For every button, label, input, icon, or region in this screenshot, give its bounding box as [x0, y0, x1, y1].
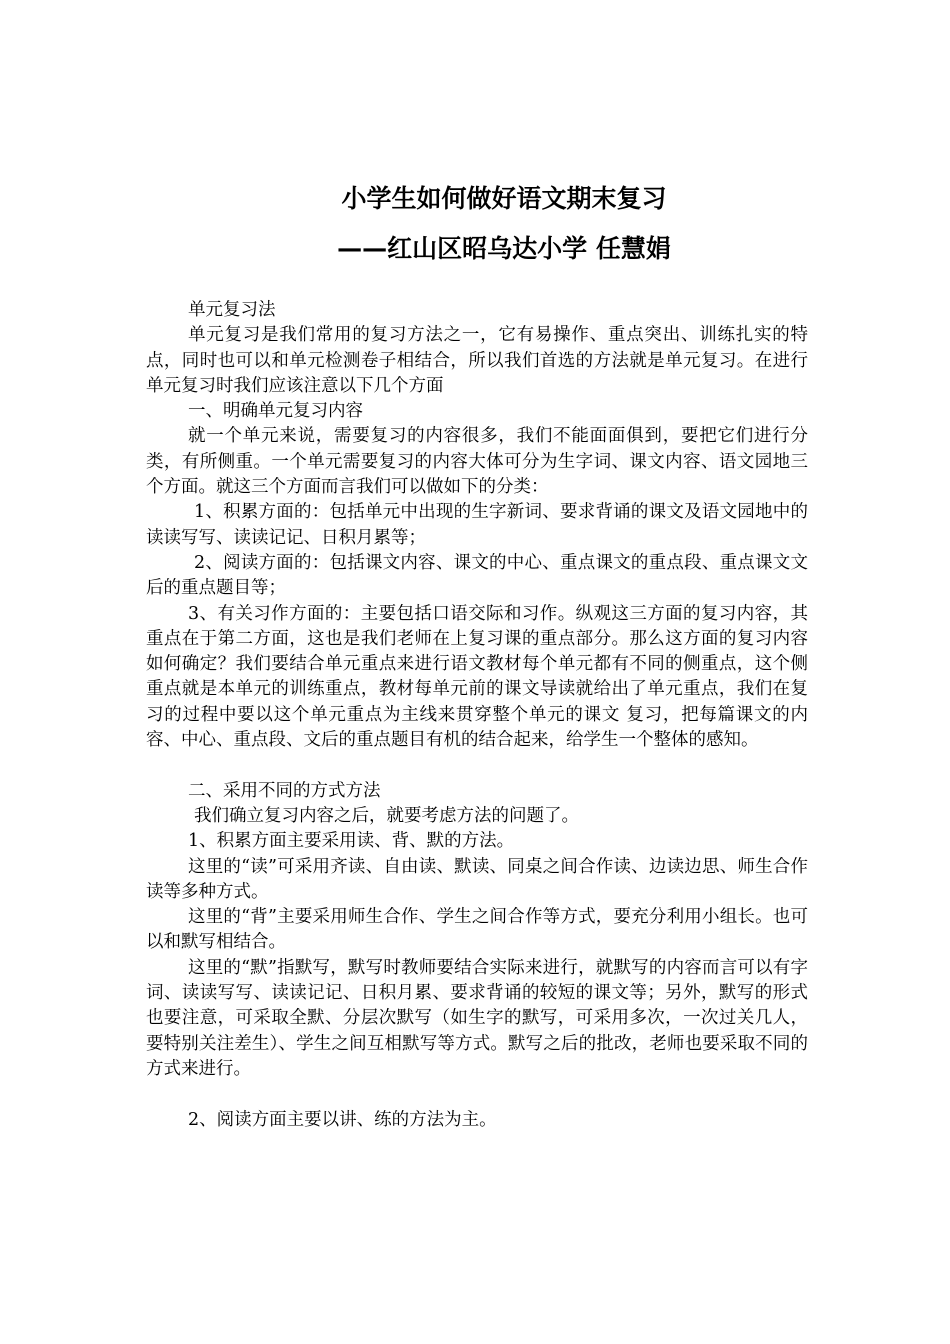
paragraph: 就一个单元来说，需要复习的内容很多，我们不能面面俱到，要把它们进行分类，有所侧重。一个单元需要复习的内容大体可分为生字词、课文内容、语文园地三个方面。就这三个方面而言我们可以做如下的分类： — [146, 426, 808, 498]
paragraph: 这里的“读”可采用齐读、自由读、默读、同桌之间合作读、边读边思、师生合作读等多种方式。 — [146, 856, 808, 902]
paragraph: 2、阅读方面主要以讲、练的方法为主。 — [188, 1109, 497, 1130]
blank-line — [146, 753, 808, 778]
paragraph: 1、积累方面主要采用读、背、默的方法。 — [188, 831, 515, 852]
paragraph-list-item: 1、积累方面的：包括单元中出现的生字新词、要求背诵的课文及语文园地中的读读写写、读读记记、日积月累等； — [146, 502, 808, 548]
document-title: 小学生如何做好语文期末复习 — [341, 184, 667, 213]
document-body — [146, 298, 808, 1133]
paragraph-list-item: 2、阅读方面的：包括课文内容、课文的中心、重点课文的重点段、重点课文文后的重点题目等； — [146, 552, 808, 599]
paragraph-heading: 二、采用不同的方式方法 — [188, 780, 381, 801]
paragraph-heading: 一、明确单元复习内容 — [188, 401, 363, 422]
paragraph: 我们确立复习内容之后，就要考虑方法的问题了。 — [194, 805, 579, 826]
paragraph: 单元复习是我们常用的复习方法之一，它有易操作、重点突出、训练扎实的特点，同时也可以和单元检测卷子相结合，所以我们首选的方法就是单元复习。在进行单元复习时我们应该注意以下几个方面 — [146, 325, 808, 396]
paragraph-section-heading: 单元复习法 — [188, 300, 276, 320]
paragraph-list-item: 3、有关习作方面的：主要包括口语交际和习作。纵观这三方面的复习内容，其重点在于第二方面，这也是我们老师在上复习课的重点部分。那么这方面的复习内容如何确定？我们要结合单元重点来进行语文教材每个单元都有不同的侧重点，这个侧重点就是本单元的训练重点，教材每单元前的课文导读就给出了单元重点，我们在复习的过程中要以这个单元重点为主线来贯穿整个单元的课文 复习，把每篇课文的内容、中心、重点段、文后的重点题目有机的结合起来，给学生一个整体的感知。 — [146, 603, 808, 751]
document-subtitle: ——红山区昭乌达小学 任慧娟 — [337, 234, 671, 263]
paragraph: 这里的“背”主要采用师生合作、学生之间合作等方式，要充分利用小组长。也可以和默写相结合。 — [146, 907, 808, 953]
paragraph: 这里的“默”指默写，默写时教师要结合实际来进行，就默写的内容而言可以有字词、读读写写、读读记记、日积月累、要求背诵的较短的课文等；另外，默写的形式也要注意，可采取全默、分层次默写（如生字的默写，可采用多次，一次过关几人，要特别关注差生）、学生之间互相默写等方式。默写之后的批改，老师也要采取不同的方式来进行。 — [146, 957, 808, 1079]
blank-line — [146, 1082, 808, 1107]
